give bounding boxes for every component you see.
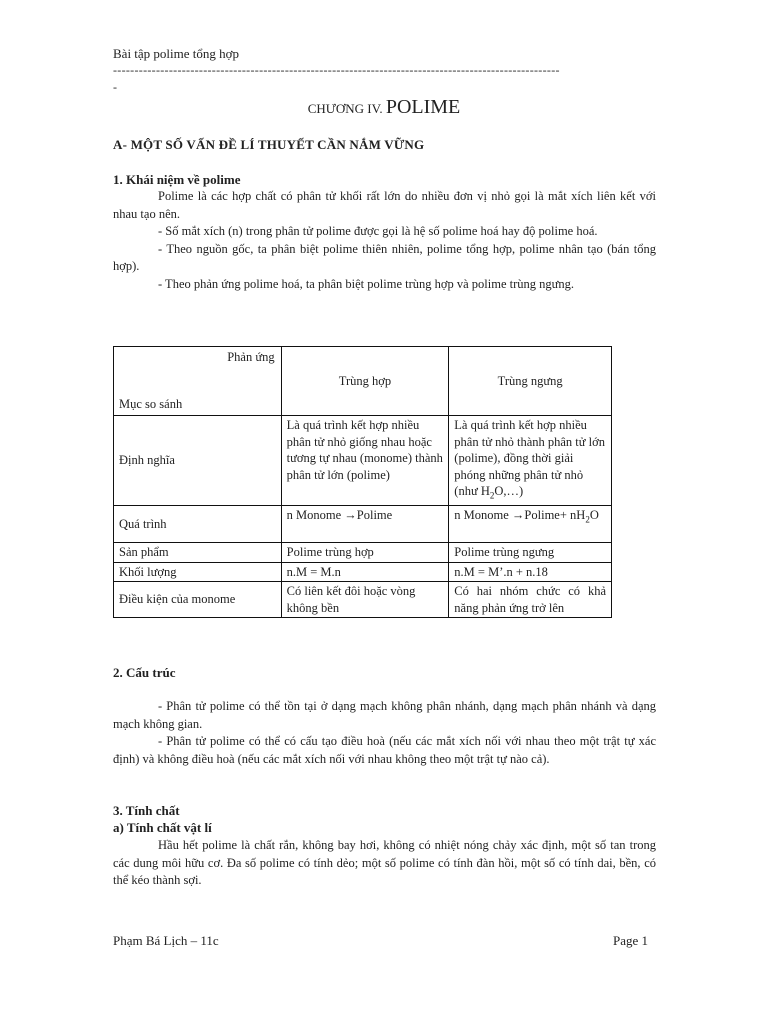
- paragraph: Polime là các hợp chất có phân tử khối rất lớn do nhiều đơn vị nhỏ gọi là mắt xích liên kết với nhau tạo nên.: [113, 189, 656, 221]
- paragraph: - Theo phản ứng polime hoá, ta phân biệt polime trùng hợp và polime trùng ngưng.: [158, 276, 575, 291]
- section-1-body: [113, 188, 656, 293]
- row-label: Sản phẩm: [114, 543, 282, 563]
- table-cell: n.M = M.n: [281, 562, 449, 582]
- section-2-body: [113, 698, 656, 768]
- footer-author: Phạm Bá Lịch – 11c: [113, 933, 219, 948]
- table-row: [114, 543, 612, 563]
- running-header: Bài tập polime tổng hợp: [113, 46, 240, 61]
- table-cell: Là quá trình kết hợp nhiều phân tử nhỏ giống nhau hoặc tương tự nhau (monome) thành phân tử lớn (polime): [281, 416, 449, 506]
- column-header: Trùng hợp: [281, 347, 449, 416]
- chapter-prefix: CHƯƠNG IV.: [307, 101, 383, 116]
- section-3-heading: 3. Tính chất: [113, 803, 180, 818]
- table-header-row: [114, 347, 612, 416]
- paragraph: - Số mắt xích (n) trong phân tử polime được gọi là hệ số polime hoá hay độ polime hoá.: [158, 224, 598, 238]
- corner-bottom-label: Mục so sánh: [119, 396, 183, 411]
- chapter-title: [0, 96, 768, 119]
- section-3a-body: [113, 837, 656, 890]
- section-3a-heading: a) Tính chất vật lí: [113, 820, 212, 835]
- section-2-heading: 2. Cấu trúc: [113, 665, 176, 680]
- row-label: Khối lượng: [114, 562, 282, 582]
- table-row: [114, 562, 612, 582]
- chapter-name: POLIME: [385, 96, 461, 118]
- paragraph: Hầu hết polime là chất rắn, không bay hơi, không có nhiệt nóng chảy xác định, một số tan trong các dung môi hữu cơ. Đa số polime có tính dẻo; một số polime có tính đàn hồi, một số có tính dai, bền, có thể kéo thành sợi.: [113, 838, 656, 887]
- table-row: [114, 506, 612, 543]
- section-1-heading: 1. Khái niệm về polime: [113, 172, 241, 187]
- table-cell: Là quá trình kết hợp nhiều phân tử nhỏ thành phân tử lớn (polime), đồng thời giải phóng những phân tử nhỏ (như $H_2O,\dots$): [449, 416, 612, 506]
- corner-top-label: Phản ứng: [227, 350, 275, 364]
- table-cell: n Monome →Polime: [281, 506, 449, 543]
- table-cell: n.M = M’.n + n.18: [449, 562, 612, 582]
- header-rule: --------------------------------------------------------------------------------------------------------: [113, 63, 560, 77]
- column-header: Trùng ngưng: [449, 347, 612, 416]
- row-label: Điều kiện của monome: [114, 582, 282, 618]
- header-rule-tail: -: [113, 80, 117, 94]
- footer-page-number: Page 1: [613, 933, 649, 948]
- comparison-table: [113, 346, 612, 618]
- table-cell: Polime trùng ngưng: [449, 543, 612, 563]
- table-corner-cell: [114, 347, 282, 416]
- table-cell: Polime trùng hợp: [281, 543, 449, 563]
- row-label: Quá trình: [114, 506, 282, 543]
- paragraph: - Phân tử polime có thể có cấu tạo điều hoà (nếu các mắt xích nối với nhau theo một trật tự xác định) và không điều hoà (nếu các mắt xích nối với nhau không theo một trật tự nào cả).: [113, 734, 656, 766]
- table-cell: Có hai nhóm chức có khả năng phản ứng trở lên: [449, 582, 612, 618]
- paragraph: - Theo nguồn gốc, ta phân biệt polime thiên nhiên, polime tổng hợp, polime nhân tạo (bán tổng hợp).: [113, 241, 656, 273]
- table-row: [114, 582, 612, 618]
- table-cell: n Monome $\to Polime+ nH_2O$: [449, 506, 612, 543]
- table-cell: Có liên kết đôi hoặc vòng không bền: [281, 582, 449, 618]
- table-row: [114, 416, 612, 506]
- row-label: Định nghĩa: [114, 416, 282, 506]
- section-a-heading: A- MỘT SỐ VẤN ĐỀ LÍ THUYẾT CẦN NẮM VỮNG: [113, 137, 425, 152]
- paragraph: - Phân tử polime có thể tồn tại ở dạng mạch không phân nhánh, dạng mạch phân nhánh và dạng mạch không gian.: [113, 699, 656, 731]
